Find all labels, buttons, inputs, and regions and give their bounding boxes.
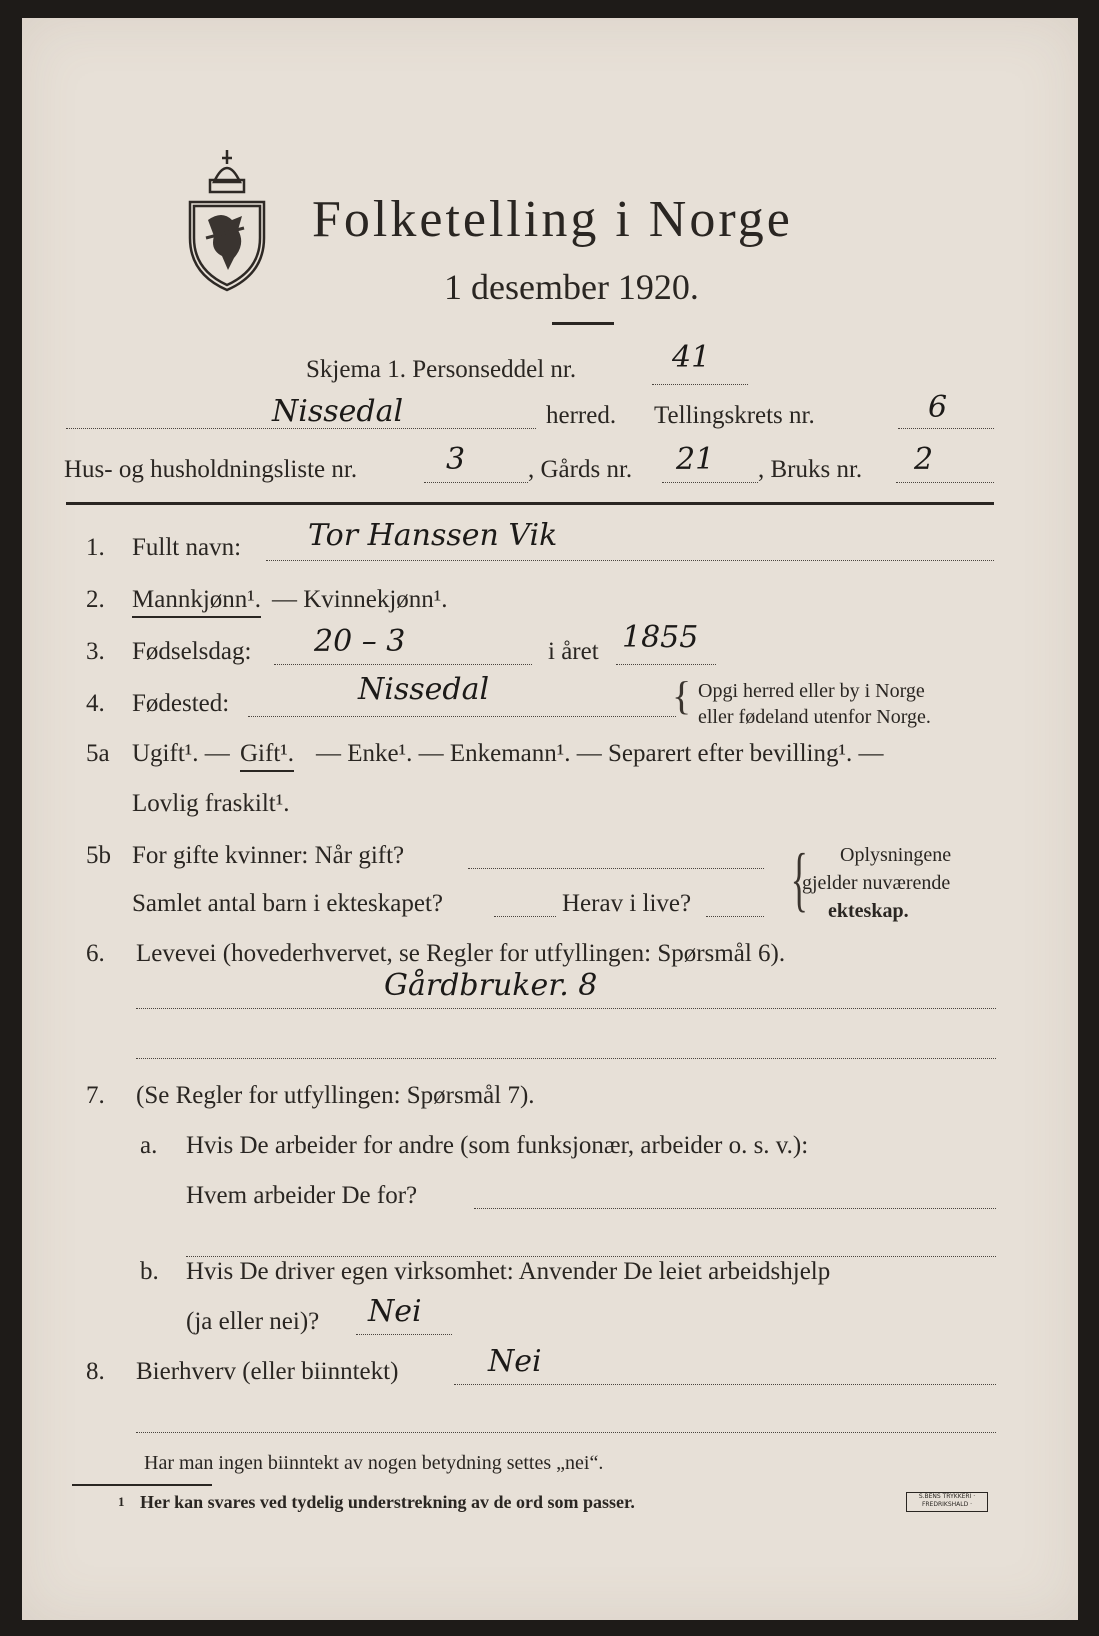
q5a-number: 5a <box>86 740 110 767</box>
q7b-line2: (ja eller nei)? <box>186 1308 320 1335</box>
q6-number: 6. <box>86 940 105 967</box>
gards-value: 21 <box>676 442 715 477</box>
birthyear-field[interactable] <box>616 664 716 665</box>
gards-field[interactable] <box>662 482 758 483</box>
tellingskrets-value: 6 <box>928 390 948 425</box>
gender-female-option[interactable]: — Kvinnekjønn¹. <box>272 586 448 613</box>
occupation-field-2[interactable] <box>136 1058 996 1059</box>
gards-label: , Gårds nr. <box>528 456 633 483</box>
birthplace-field[interactable] <box>248 716 676 717</box>
full-name-field[interactable] <box>266 560 994 561</box>
coat-of-arms-icon <box>184 146 270 294</box>
bottom-note: Har man ingen biinntekt av nogen betydning settes „nei“. <box>144 1452 604 1474</box>
hired-help-field[interactable] <box>356 1334 452 1335</box>
birthplace-value: Nissedal <box>358 672 490 707</box>
tellingskrets-field[interactable] <box>898 428 994 429</box>
q5b-note-line2: gjelder nuværende <box>802 872 951 894</box>
printer-stamp: S.BENS TRYKKERI · FREDRIKSHALD · <box>906 1492 988 1512</box>
children-field[interactable] <box>494 916 556 917</box>
q5b-married-when-label: For gifte kvinner: Når gift? <box>132 842 405 869</box>
footnote-text: Her kan svares ved tydelig understrekning av de ord som passer. <box>140 1492 635 1512</box>
herred-value: Nissedal <box>272 394 404 429</box>
footnote-mark: 1 <box>118 1494 125 1509</box>
personseddel-value: 41 <box>672 340 711 375</box>
side-income-field-2[interactable] <box>136 1432 996 1433</box>
tellingskrets-label: Tellingskrets nr. <box>654 402 815 429</box>
hus-field[interactable] <box>424 482 528 483</box>
q4-note-line1: Opgi herred eller by i Norge <box>698 680 925 702</box>
q4-number: 4. <box>86 690 105 717</box>
occupation-value: Gårdbruker. 8 <box>384 968 598 1003</box>
footnote-rule <box>72 1484 212 1486</box>
occupation-field-1[interactable] <box>136 1008 996 1009</box>
q5b-children-label: Samlet antal barn i ekteskapet? <box>132 890 443 917</box>
side-income-field-1[interactable] <box>454 1384 996 1385</box>
herred-label: herred. <box>546 402 617 429</box>
hired-help-value: Nei <box>368 1294 422 1329</box>
bruks-label: , Bruks nr. <box>758 456 863 483</box>
q7-label: (Se Regler for utfyllingen: Spørsmål 7). <box>136 1082 535 1109</box>
side-income-value: Nei <box>488 1344 542 1379</box>
gender-male-option[interactable]: Mannkjønn¹. <box>132 586 261 618</box>
q4-note-line2: eller fødeland utenfor Norge. <box>698 706 931 728</box>
birthdate-field[interactable] <box>274 664 532 665</box>
schema-label: Skjema 1. Personseddel nr. <box>306 356 577 383</box>
q5b-note-line3: ekteskap. <box>828 900 909 922</box>
hus-label: Hus- og husholdningsliste nr. <box>64 456 358 483</box>
q7b-letter: b. <box>140 1258 159 1285</box>
q7b-line1: Hvis De driver egen virksomhet: Anvender De leiet arbeidshjelp <box>186 1258 831 1285</box>
bruks-value: 2 <box>914 442 934 477</box>
title-divider <box>552 322 614 325</box>
q5b-number: 5b <box>86 842 111 869</box>
birthyear-value: 1855 <box>622 620 699 655</box>
header-rule <box>66 502 994 505</box>
form-title: Folketelling i Norge <box>312 191 793 248</box>
employer-field-1[interactable] <box>474 1208 996 1209</box>
q7-number: 7. <box>86 1082 105 1109</box>
status-other-options[interactable]: — Enke¹. — Enkemann¹. — Separert efter bevilling¹. — <box>316 740 884 767</box>
q3-label: Fødselsdag: <box>132 638 252 665</box>
personseddel-field[interactable] <box>652 384 748 385</box>
status-unmarried-option[interactable]: Ugift¹. — <box>132 740 230 767</box>
q7a-letter: a. <box>140 1132 158 1159</box>
birthdate-value: 20 – 3 <box>314 624 406 659</box>
q1-number: 1. <box>86 534 105 561</box>
q3-number: 3. <box>86 638 105 665</box>
status-divorced-option[interactable]: Lovlig fraskilt¹. <box>132 790 290 817</box>
q8-number: 8. <box>86 1358 105 1385</box>
q1-label: Fullt navn: <box>132 534 242 561</box>
children-alive-field[interactable] <box>706 916 764 917</box>
employer-field-2[interactable] <box>186 1256 996 1257</box>
q5b-alive-label: Herav i live? <box>562 890 692 917</box>
q5b-note-line1: Oplysningene <box>840 844 952 866</box>
status-married-option[interactable]: Gift¹. <box>240 740 294 772</box>
q4-brace: { <box>672 673 692 718</box>
q7a-line1: Hvis De arbeider for andre (som funksjonær, arbeider o. s. v.): <box>186 1132 809 1159</box>
hus-value: 3 <box>446 442 466 477</box>
census-form <box>22 18 1078 1620</box>
q5b-brace: { <box>790 839 808 919</box>
q8-label: Bierhverv (eller biinntekt) <box>136 1358 399 1385</box>
q6-label: Levevei (hovederhvervet, se Regler for utfyllingen: Spørsmål 6). <box>136 940 786 967</box>
bruks-field[interactable] <box>896 482 994 483</box>
q4-label: Fødested: <box>132 690 230 717</box>
form-date: 1 desember 1920. <box>444 267 699 307</box>
q3-year-label: i året <box>548 638 599 665</box>
married-when-field[interactable] <box>468 868 764 869</box>
q7a-line2: Hvem arbeider De for? <box>186 1182 418 1209</box>
q2-number: 2. <box>86 586 105 613</box>
full-name-value: Tor Hanssen Vik <box>308 518 558 553</box>
